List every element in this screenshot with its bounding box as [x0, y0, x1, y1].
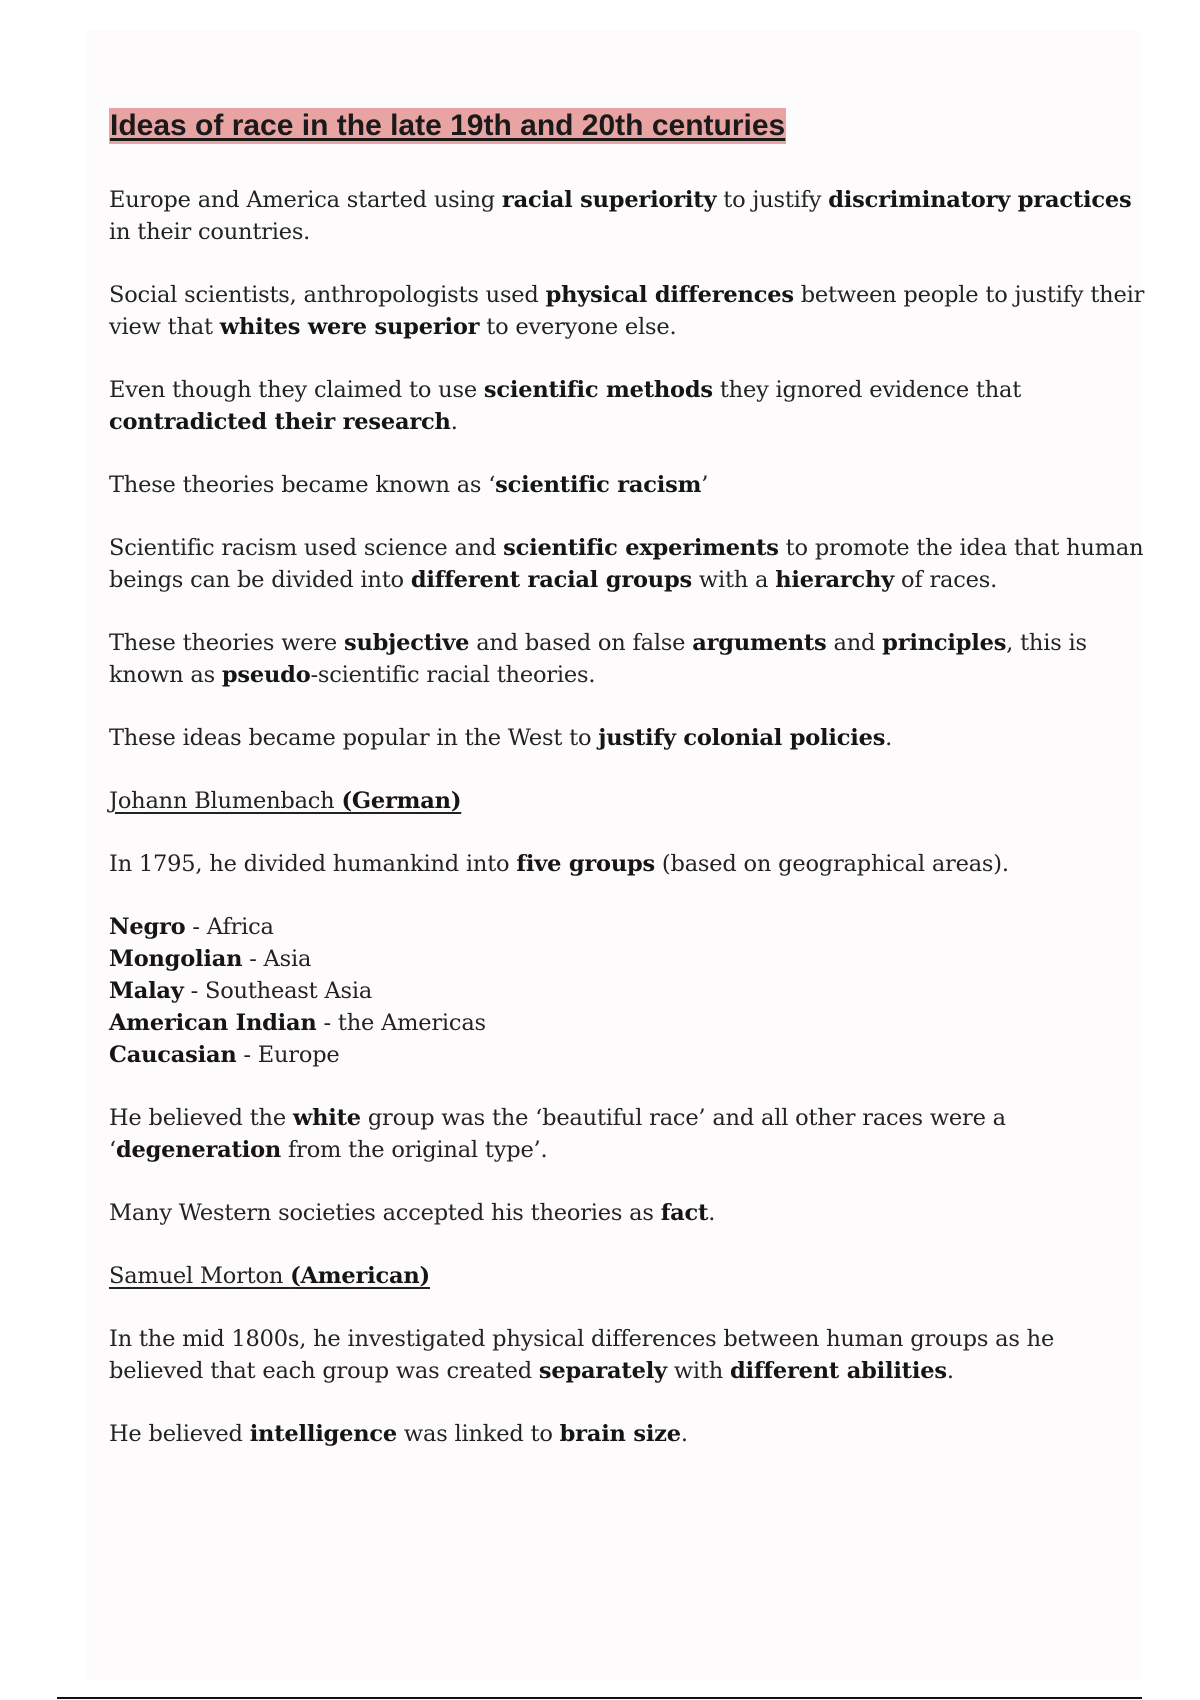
text-run: In the mid 1800s, he investigated physical differences between human groups as he believed that each group was created: [109, 1326, 1055, 1384]
bold-term: whites were superior: [219, 314, 480, 340]
bold-term: separately: [538, 1358, 667, 1384]
text-run: was linked to: [396, 1421, 560, 1447]
paragraph-experiments: [109, 532, 1149, 596]
paragraph-morton-intro: [109, 1323, 1149, 1387]
list-item: [109, 911, 1149, 943]
group-name: American Indian: [109, 1010, 317, 1036]
bold-term: scientific experiments: [503, 535, 779, 561]
text-run: group was the ‘beautiful race’ and all other races were a ‘: [109, 1105, 1006, 1163]
text-run: ’: [701, 472, 709, 498]
text-run: between people to justify their view that: [109, 282, 1145, 340]
text-run: .: [680, 1421, 688, 1447]
heading-nationality: (German): [341, 788, 462, 814]
text-run: (based on geographical areas).: [654, 851, 1009, 877]
text-run: He believed: [109, 1421, 250, 1447]
list-item: [109, 1007, 1149, 1039]
text-run: .: [946, 1358, 954, 1384]
paragraph-colonial-policies: [109, 722, 1149, 754]
bold-term: pseudo: [221, 662, 311, 688]
group-region: - Asia: [242, 946, 312, 972]
bold-term: principles: [882, 630, 1007, 656]
text-run: These ideas became popular in the West to: [109, 725, 599, 751]
section-heading-morton: [109, 1260, 1149, 1292]
text-run: Social scientists, anthropologists used: [109, 282, 546, 308]
text-run: .: [708, 1200, 716, 1226]
group-region: - Southeast Asia: [183, 978, 373, 1004]
heading-name: Johann Blumenbach: [109, 788, 342, 814]
bold-term: different abilities: [730, 1358, 947, 1384]
bold-term: discriminatory practices: [828, 187, 1132, 213]
text-run: Even though they claimed to use: [109, 377, 484, 403]
text-run: .: [450, 409, 458, 435]
text-run: with: [666, 1358, 731, 1384]
bold-term: five groups: [516, 851, 655, 877]
heading-name: Samuel Morton: [109, 1263, 291, 1289]
paragraph-blumenbach-belief: [109, 1102, 1149, 1166]
text-run: Many Western societies accepted his theories as: [109, 1200, 661, 1226]
paragraph-blumenbach-accepted: [109, 1197, 1149, 1229]
bold-term: contradicted their research: [109, 409, 451, 435]
bold-term: white: [292, 1105, 361, 1131]
text-run: .: [885, 725, 893, 751]
bold-term: hierarchy: [775, 567, 895, 593]
list-item: [109, 975, 1149, 1007]
text-run: they ignored evidence that: [712, 377, 1022, 403]
paragraph-physical-differences: [109, 279, 1149, 343]
bold-term: fact: [660, 1200, 709, 1226]
text-run: , this is known as: [109, 630, 1087, 688]
list-item: [109, 943, 1149, 975]
bold-term: justify colonial policies: [598, 725, 886, 751]
text-run: and based on false: [469, 630, 693, 656]
page-title: Ideas of race in the late 19th and 20th centuries: [110, 109, 786, 142]
text-run: Europe and America started using: [109, 187, 502, 213]
group-region: - Europe: [236, 1042, 340, 1068]
paragraph-scientific-racism: [109, 469, 1149, 501]
text-run: and: [826, 630, 883, 656]
group-name: Negro: [109, 914, 186, 940]
document-content: [109, 108, 1149, 1481]
group-name: Caucasian: [109, 1042, 237, 1068]
text-run: to promote the idea that human beings can be divided into: [109, 535, 1144, 593]
text-run: with a: [691, 567, 776, 593]
text-run: He believed the: [109, 1105, 293, 1131]
bold-term: degeneration: [115, 1137, 282, 1163]
heading-nationality: (American): [290, 1263, 431, 1289]
bottom-divider: [57, 1697, 1142, 1699]
paragraph-pseudo-scientific: [109, 627, 1149, 691]
paragraph-blumenbach-intro: [109, 848, 1149, 880]
text-run: of races.: [894, 567, 998, 593]
bold-term: different racial groups: [410, 567, 692, 593]
paragraph-scientific-methods: [109, 374, 1149, 438]
bold-term: arguments: [692, 630, 827, 656]
bold-term: scientific methods: [483, 377, 713, 403]
racial-groups-list: [109, 911, 1149, 1071]
group-name: Mongolian: [109, 946, 243, 972]
section-heading-blumenbach: [109, 785, 1149, 817]
group-region: - the Americas: [316, 1010, 486, 1036]
text-run: These theories were: [109, 630, 344, 656]
text-run: Scientific racism used science and: [109, 535, 504, 561]
text-run: -scientific racial theories.: [310, 662, 596, 688]
text-run: in their countries.: [109, 219, 311, 245]
text-run: to everyone else.: [479, 314, 677, 340]
bold-term: racial superiority: [501, 187, 717, 213]
text-run: to justify: [716, 187, 829, 213]
group-name: Malay: [109, 978, 184, 1004]
text-run: These theories became known as ‘: [109, 472, 496, 498]
text-run: In 1795, he divided humankind into: [109, 851, 517, 877]
bold-term: intelligence: [249, 1421, 397, 1447]
paragraph-morton-belief: [109, 1418, 1149, 1450]
list-item: [109, 1039, 1149, 1071]
bold-term: scientific racism: [495, 472, 702, 498]
paragraph-racial-superiority: [109, 184, 1149, 248]
bold-term: physical differences: [545, 282, 794, 308]
text-run: from the original type’.: [281, 1137, 548, 1163]
bold-term: brain size: [559, 1421, 681, 1447]
group-region: - Africa: [185, 914, 274, 940]
bold-term: subjective: [344, 630, 470, 656]
